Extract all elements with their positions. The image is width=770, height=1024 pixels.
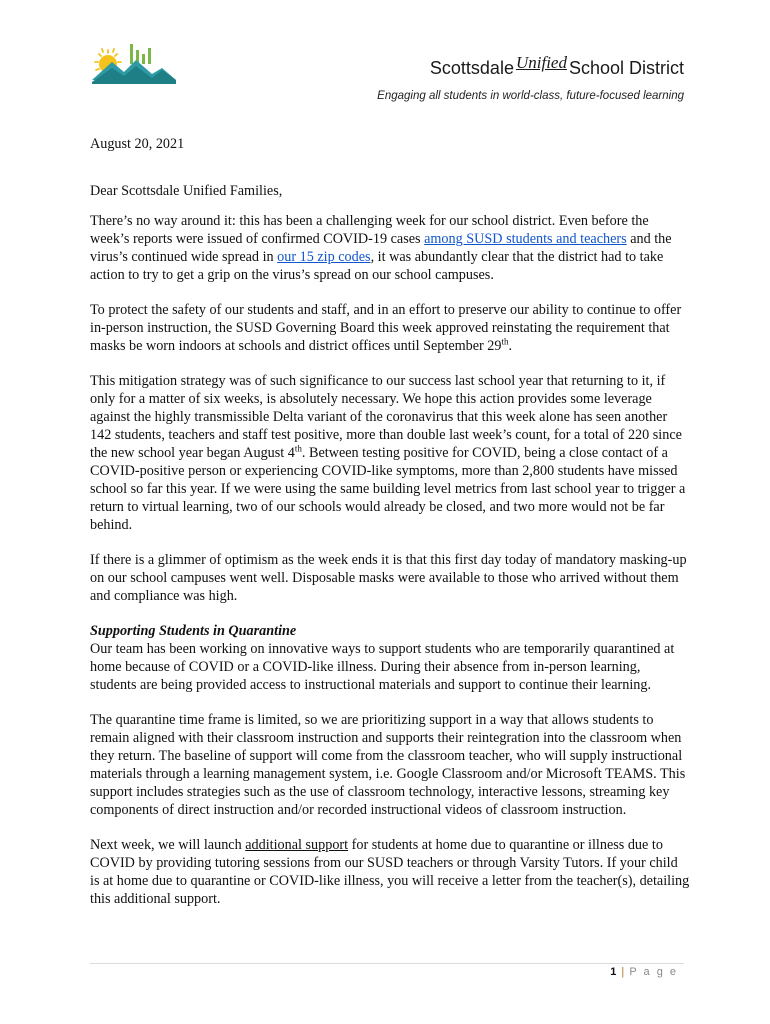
p7-text-a: Next week, we will launch <box>90 837 246 853</box>
district-logo <box>88 40 178 86</box>
p2-text-b: . <box>508 338 513 354</box>
letter-date: August 20, 2021 <box>90 136 185 152</box>
p1-text-b: and the virus’s continued wide spread in <box>90 231 672 265</box>
section-heading: Supporting Students in Quarantine <box>90 623 297 639</box>
org-name <box>429 53 684 79</box>
page-word: P a g e <box>629 966 678 978</box>
p3-sup: th <box>294 443 302 454</box>
org-name-script: Unified <box>515 53 567 72</box>
p1-text-c: , it was abundantly clear that the district had to take action to try to get a grip on the virus’s spread on our school campuses. <box>90 249 664 283</box>
salutation: Dear Scottsdale Unified Families, <box>90 183 283 199</box>
org-name-pre: Scottsdale <box>429 58 514 78</box>
paragraph-4: If there is a glimmer of optimism as the week ends it is that this first day today of mandatory masking-up on our school campuses went well. Disposable masks were available to those who arrived without them and compliance was high. <box>90 552 687 604</box>
page-footer <box>610 966 678 978</box>
tagline: Engaging all students in world-class, future-focused learning <box>377 90 684 102</box>
paragraph-3 <box>90 372 690 534</box>
p5-text: Our team has been working on innovative ways to support students who are temporarily quarantined at home because of COVID or a COVID-like illness. During their absence from in-person learning, students are being provided access to instructional materials and support to continue their learning. <box>90 641 675 693</box>
p3-text-a: This mitigation strategy was of such significance to our success last school year that returning to it, if only for a matter of six weeks, is absolutely necessary. We hope this action provides some leverage against the highly transmissible Delta variant of the coronavirus that this week alone has seen another 142 students, teachers and staff test positive, more than double last week’s count, for a total of 220 since the new school year began August 4 <box>90 373 682 461</box>
paragraph-2 <box>90 301 690 355</box>
page-number: 1 <box>610 966 618 978</box>
p1-text-a: There’s no way around it: this has been a challenging week for our school district. Even before the week’s reports were issued of confirmed COVID-19 cases <box>90 213 649 247</box>
zip-codes-link[interactable]: our 15 zip codes <box>277 249 371 265</box>
paragraph-1 <box>90 212 690 284</box>
paragraph-7 <box>90 836 690 908</box>
letter-body <box>90 135 690 925</box>
p3-text-b: . Between testing positive for COVID, being a close contact of a COVID-positive person or experiencing COVID-like symptoms, more than 2,800 students have missed school so far this year. If we were using the same building level metrics from last school year to trigger a return to virtual learning, two of our schools would already be closed, and two more would not be far behind. <box>90 445 686 533</box>
additional-support-link[interactable]: additional support <box>245 837 349 853</box>
p2-text-a: To protect the safety of our students and staff, and in an effort to preserve our ability to continue to offer in-person instruction, the SUSD Governing Board this week approved reinstating the requirement that masks be worn indoors at schools and district offices until September 29 <box>90 302 682 354</box>
paragraph-5 <box>90 622 690 694</box>
p7-text-b: for students at home due to quarantine or illness due to COVID by providing tutoring sessions from our SUSD teachers or through Varsity Tutors. If your child is at home due to quarantine or COVID-like illness, you will receive a letter from the teacher(s), detailing this additional support. <box>90 837 690 907</box>
cases-link[interactable]: among SUSD students and teachers <box>424 231 627 247</box>
page-separator: | <box>621 966 626 978</box>
footer-divider <box>90 963 684 964</box>
org-name-post: School District <box>568 58 684 78</box>
plant-icon <box>130 44 151 64</box>
paragraph-6: The quarantine time frame is limited, so we are prioritizing support in a way that allows students to remain aligned with their classroom instruction and supports their reintegration into the classroom when they return. The baseline of support will come from the classroom teacher, who will supply instructional materials through a learning management system, i.e. Google Classroom and/or Microsoft TEAMS. This support includes strategies such as the use of classroom technology, interactive lessons, streaming key components of direct instruction and/or recorded instructional videos of classroom instruction. <box>90 712 686 818</box>
p2-sup: th <box>501 336 509 347</box>
